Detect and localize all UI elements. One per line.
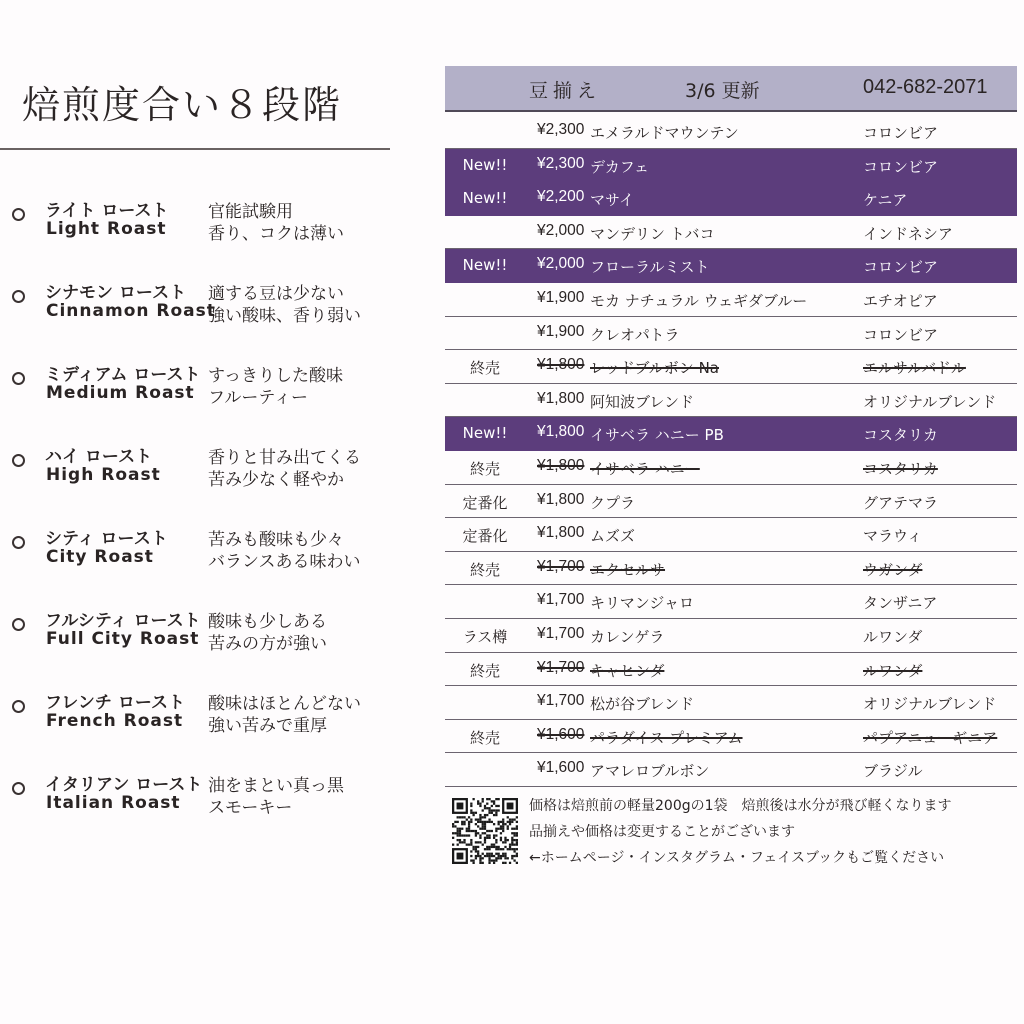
bean-name: クプラ [590,493,636,512]
title-divider [0,148,390,150]
footer-notes [529,796,952,874]
roast-desc-line2: フルーティー [208,388,308,408]
bean-origin: コロンビア [863,325,939,344]
bean-status: 定番化 [462,527,508,546]
bean-price: ¥1,700 [537,658,585,676]
bean-origin: コスタリカ [863,460,938,478]
bean-name: イサベラ ハニー [590,460,700,478]
bean-status: 終売 [469,661,500,680]
bean-name: パラダイス プレミアム [590,728,743,747]
roast-desc-line2: 苦み少なく軽やか [208,470,344,490]
bean-origin: ルワンダ [863,661,923,680]
bean-price: ¥1,900 [537,289,585,306]
bean-status: ラス樽 [462,628,508,646]
roast-item-cinnamon [0,278,440,338]
roast-name-en: Cinnamon Roast [46,301,216,321]
roast-item-medium [0,360,440,420]
bean-origin: パプアニューギニア [863,728,998,747]
roast-item-city [0,524,440,584]
bean-origin: オリジナルブレンド [863,392,997,411]
bean-row [445,485,1017,519]
bean-price: ¥1,800 [537,524,585,542]
bean-name: アマレロブルボン [590,762,710,781]
bean-origin: タンザニア [863,594,938,613]
bean-name: エクセルサ [590,560,666,579]
bean-row [445,753,1017,787]
roast-desc-line2: 強い苦みで重厚 [208,716,327,736]
roast-desc-line1: 官能試験用 [208,202,293,222]
bean-origin: エチオピア [863,292,938,310]
bean-list-title: 豆揃え [529,80,602,102]
bean-status: New!! [462,424,508,443]
bean-row [445,283,1017,317]
bean-status: 終売 [469,728,500,747]
bean-price: ¥2,000 [537,221,585,239]
footer-note-change: 品揃えや価格は変更することがございます [529,824,795,840]
roast-item-light [0,196,440,256]
update-date: 3/6 更新 [685,80,760,102]
bean-name: キャヒンダ [590,661,665,680]
phone-number: 042-682-2071 [863,76,988,98]
bean-row [445,149,1017,183]
bean-name: イサベラ ハニー PB [590,426,724,445]
bean-price: ¥2,200 [537,188,585,206]
bean-price: ¥1,600 [537,759,585,777]
roast-levels-title: 焙煎度合い８段階 [22,83,343,127]
roast-name-en: Italian Roast [46,793,181,813]
circle-bullet-icon [12,782,25,795]
bean-origin: ウガンダ [863,560,923,579]
bean-origin: グアテマラ [863,493,939,512]
roast-name-en: High Roast [46,465,161,485]
roast-name-en: City Roast [46,547,154,567]
circle-bullet-icon [12,208,25,221]
roast-name-jp: シナモン ロースト [45,283,187,303]
bean-name: エメラルドマウンテン [590,124,739,142]
bean-origin: コロンビア [863,258,939,277]
roast-item-full-city [0,606,440,666]
bean-price: ¥1,800 [537,490,585,508]
roast-desc-line1: 油をまとい真っ黒 [208,776,344,796]
bean-origin: ルワンダ [863,628,923,646]
bean-row [445,317,1017,351]
circle-bullet-icon [12,372,25,385]
bean-status: 終売 [469,560,500,579]
footer-note-price: 価格は焙煎前の軽量200gの1袋 焙煎後は水分が飛び軽くなります [529,798,952,814]
bean-name: マサイ [590,191,634,210]
bean-row [445,115,1017,149]
roast-name-jp: フルシティ ロースト [45,611,201,631]
bean-price: ¥1,800 [537,356,585,374]
bean-row [445,182,1017,216]
circle-bullet-icon [12,290,25,303]
roast-name-en: Medium Roast [46,383,195,403]
roast-desc-line1: 酸味も少しある [208,612,327,632]
bean-price: ¥1,800 [537,423,585,441]
roast-desc-line2: スモーキー [208,798,293,818]
roast-name-jp: フレンチ ロースト [45,693,185,713]
circle-bullet-icon [12,700,25,713]
bean-name: 松が谷ブレンド [590,695,695,714]
bean-name: レッドブルボン Na [590,359,719,378]
roast-name-en: Full City Roast [46,629,200,649]
bean-status: New!! [462,256,508,275]
roast-desc-line2: 強い酸味、香り弱い [208,306,361,326]
bean-origin: コロンビア [863,124,939,142]
roast-desc-line1: すっきりした酸味 [208,366,343,386]
bean-row [445,417,1017,451]
roast-item-high [0,442,440,502]
bean-origin: マラウィ [863,527,923,546]
roast-desc-line2: 香り、コクは薄い [208,224,344,244]
bean-origin: インドネシア [863,224,953,243]
bean-row [445,216,1017,250]
bean-origin: コスタリカ [863,426,938,445]
bean-status: 定番化 [462,493,508,512]
circle-bullet-icon [12,618,25,631]
bean-name: デカフェ [590,157,649,176]
roast-name-jp: イタリアン ロースト [45,775,203,795]
bean-row [445,451,1017,485]
bean-price: ¥1,700 [537,557,585,575]
bean-name: キリマンジャロ [590,594,695,613]
roast-desc-line1: 適する豆は少ない [208,284,344,304]
bean-name: モカ ナチュラル ウェギダブルー [590,292,808,310]
bean-price: ¥1,700 [537,692,585,710]
bean-price: ¥1,700 [537,591,585,609]
bean-price: ¥2,000 [537,255,585,273]
roast-desc-line1: 酸味はほとんどない [208,694,361,714]
bean-name: 阿知波ブレンド [590,392,695,411]
bean-row [445,585,1017,619]
roast-desc-line1: 苦みも酸味も少々 [208,530,344,550]
bean-row [445,518,1017,552]
roast-desc-line2: バランスある味わい [208,552,361,572]
bean-status: New!! [462,155,508,174]
bean-name: ムズズ [590,527,636,546]
qr-code-icon[interactable] [452,798,518,864]
bean-origin: オリジナルブレンド [863,695,997,714]
bean-price: ¥1,600 [537,725,585,743]
bean-origin: ケニア [863,191,908,210]
bean-row [445,653,1017,687]
bean-row [445,720,1017,754]
bean-price: ¥2,300 [537,154,585,172]
bean-price: ¥1,800 [537,389,585,407]
bean-price: ¥1,700 [537,625,585,642]
roast-name-jp: シティ ロースト [45,529,168,549]
circle-bullet-icon [12,454,25,467]
circle-bullet-icon [12,536,25,549]
bean-origin: コロンビア [863,157,939,176]
bean-row [445,552,1017,586]
bean-status: 終売 [469,359,500,378]
roast-desc-line2: 苦みの方が強い [208,634,327,654]
bean-status: New!! [462,189,508,208]
bean-price: ¥1,800 [537,457,585,474]
bean-origin: エルサルバドル [863,359,966,378]
bean-row [445,686,1017,720]
roast-name-en: Light Roast [46,219,167,239]
roast-name-jp: ハイ ロースト [45,447,153,467]
bean-list-header [445,66,1017,112]
bean-origin: ブラジル [863,762,923,781]
bean-name: マンデリン トバコ [590,224,715,243]
roast-name-en: French Roast [46,711,184,731]
bean-name: クレオパトラ [590,325,680,344]
bean-name: カレンゲラ [590,628,665,646]
roast-name-jp: ライト ロースト [45,201,169,221]
bean-status: 終売 [469,460,500,478]
bean-row [445,384,1017,418]
bean-row [445,350,1017,384]
bean-row [445,619,1017,653]
footer-note-social: ←ホームページ・インスタグラム・フェイスブックもご覧ください [529,850,945,866]
bean-row [445,249,1017,283]
roast-item-italian [0,770,440,830]
roast-name-jp: ミディアム ロースト [45,365,201,385]
bean-price: ¥1,900 [537,322,585,340]
bean-name: フローラルミスト [590,258,710,277]
roast-desc-line1: 香りと甘み出てくる [208,448,361,468]
roast-item-french [0,688,440,748]
bean-price: ¥2,300 [537,121,585,138]
